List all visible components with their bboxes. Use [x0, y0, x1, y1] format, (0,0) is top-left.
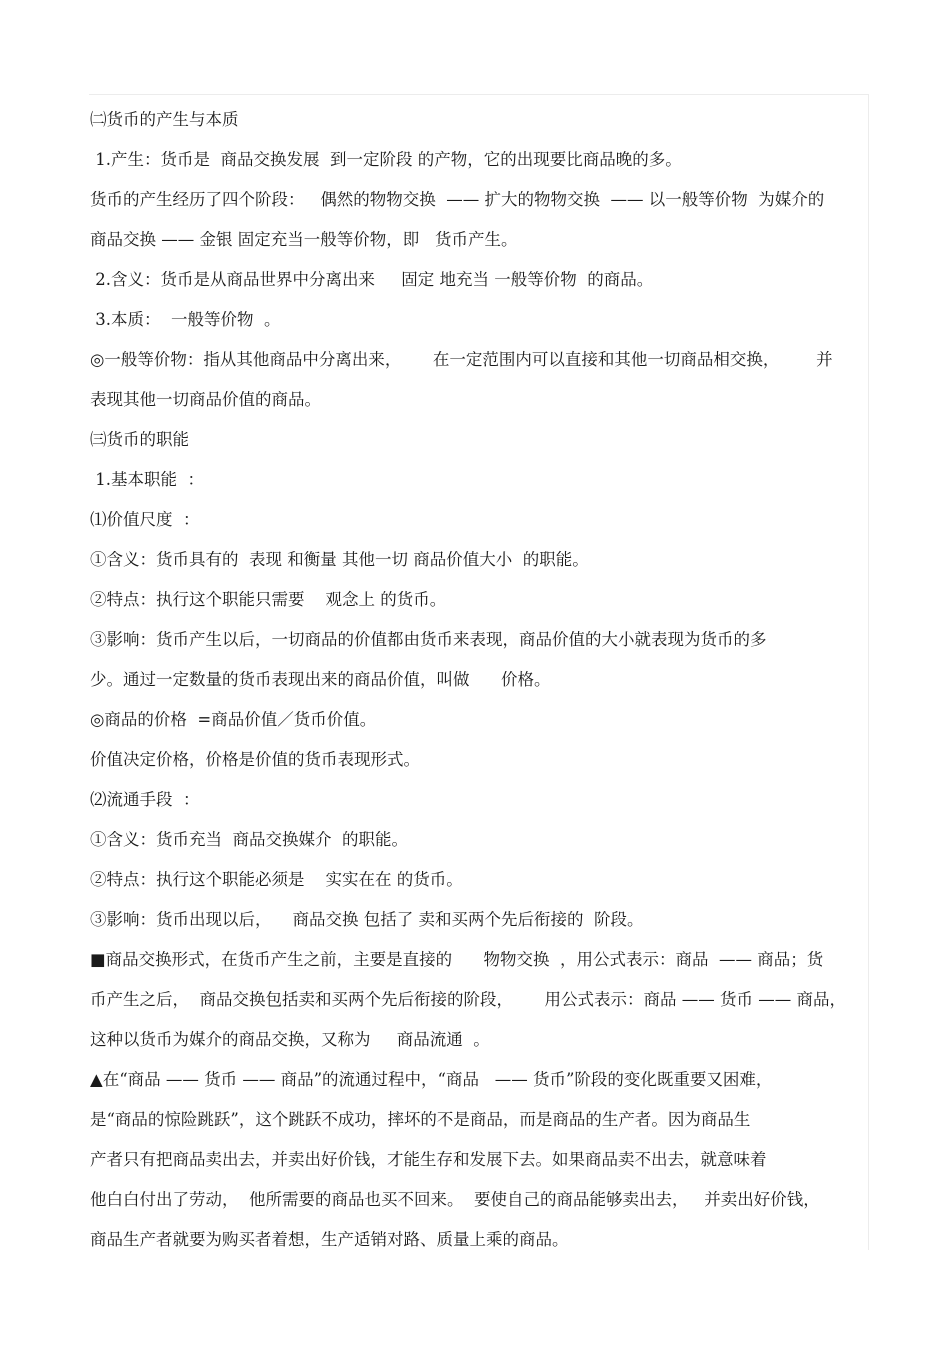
paragraph-line: 价值决定价格，价格是价值的货币表现形式。	[90, 750, 420, 769]
paragraph-line: ③影响：货币产生以后，一切商品的价值都由货币来表现，商品价值的大小就表现为货币的多	[90, 630, 767, 649]
subheading-value-measure: ⑴价值尺度 ：	[90, 510, 200, 529]
paragraph-line: 2.含义：货币是从商品世界中分离出来 固定 地充当 一般等价物 的商品。	[90, 270, 654, 289]
paragraph-line: ▲在“商品 —— 货币 —— 商品”的流通过程中，“商品 —— 货币”阶段的变化既重要又困难，	[90, 1070, 773, 1089]
paragraph-line: ■商品交换形式，在货币产生之前，主要是直接的 物物交换 ，用公式表示：商品 —— 商品；货	[90, 950, 824, 969]
paragraph-line: 这种以货币为媒介的商品交换，又称为 商品流通 。	[90, 1030, 490, 1049]
paragraph-line: 他白白付出了劳动， 他所需要的商品也买不回来。 要使自己的商品能够卖出去， 并卖出好价钱，	[90, 1190, 820, 1209]
subheading-circulation: ⑵流通手段 ：	[90, 790, 200, 809]
paragraph-line: 1.产生：货币是 商品交换发展 到一定阶段 的产物，它的出现要比商品晚的多。	[90, 150, 682, 169]
paragraph-line: 是“商品的惊险跳跃”，这个跳跃不成功，摔坏的不是商品，而是商品的生产者。因为商品生	[90, 1110, 751, 1129]
section-heading-functions: ㈢货币的职能	[90, 430, 189, 449]
paragraph-line: 币产生之后， 商品交换包括卖和买两个先后衔接的阶段， 用公式表示：商品 —— 货币 —— 商品，	[90, 990, 846, 1009]
paragraph-line: ②特点：执行这个职能只需要 观念上 的货币。	[90, 590, 447, 609]
paragraph-line: 1.基本职能 ：	[90, 470, 204, 489]
paragraph-line: 产者只有把商品卖出去，并卖出好价钱，才能生存和发展下去。如果商品卖不出去，就意味着	[90, 1150, 767, 1169]
paragraph-line: 货币的产生经历了四个阶段： 偶然的物物交换 —— 扩大的物物交换 —— 以一般等价物 为媒介的	[90, 190, 825, 209]
paragraph-line: ◎商品的价格 =商品价值／货币价值。	[90, 710, 377, 729]
paragraph-line: ③影响：货币出现以后， 商品交换 包括了 卖和买两个先后衔接的 阶段。	[90, 910, 644, 929]
paragraph-line: 3.本质： 一般等价物 。	[90, 310, 281, 329]
section-heading-origin-essence: ㈡货币的产生与本质	[90, 110, 239, 129]
paragraph-line: 少。通过一定数量的货币表现出来的商品价值，叫做 价格。	[90, 670, 551, 689]
paragraph-line: 表现其他一切商品价值的商品。	[90, 390, 321, 409]
paragraph-line: ②特点：执行这个职能必须是 实实在在 的货币。	[90, 870, 463, 889]
paragraph-line: 商品生产者就要为购买者着想，生产适销对路、质量上乘的商品。	[90, 1230, 569, 1249]
paragraph-line: ①含义：货币具有的 表现 和衡量 其他一切 商品价值大小 的职能。	[90, 550, 589, 569]
paragraph-line: ①含义：货币充当 商品交换媒介 的职能。	[90, 830, 408, 849]
paragraph-line: 商品交换 —— 金银 固定充当一般等价物，即 货币产生。	[90, 230, 518, 249]
paragraph-line: ◎一般等价物：指从其他商品中分离出来， 在一定范围内可以直接和其他一切商品相交换， 并	[90, 350, 833, 369]
